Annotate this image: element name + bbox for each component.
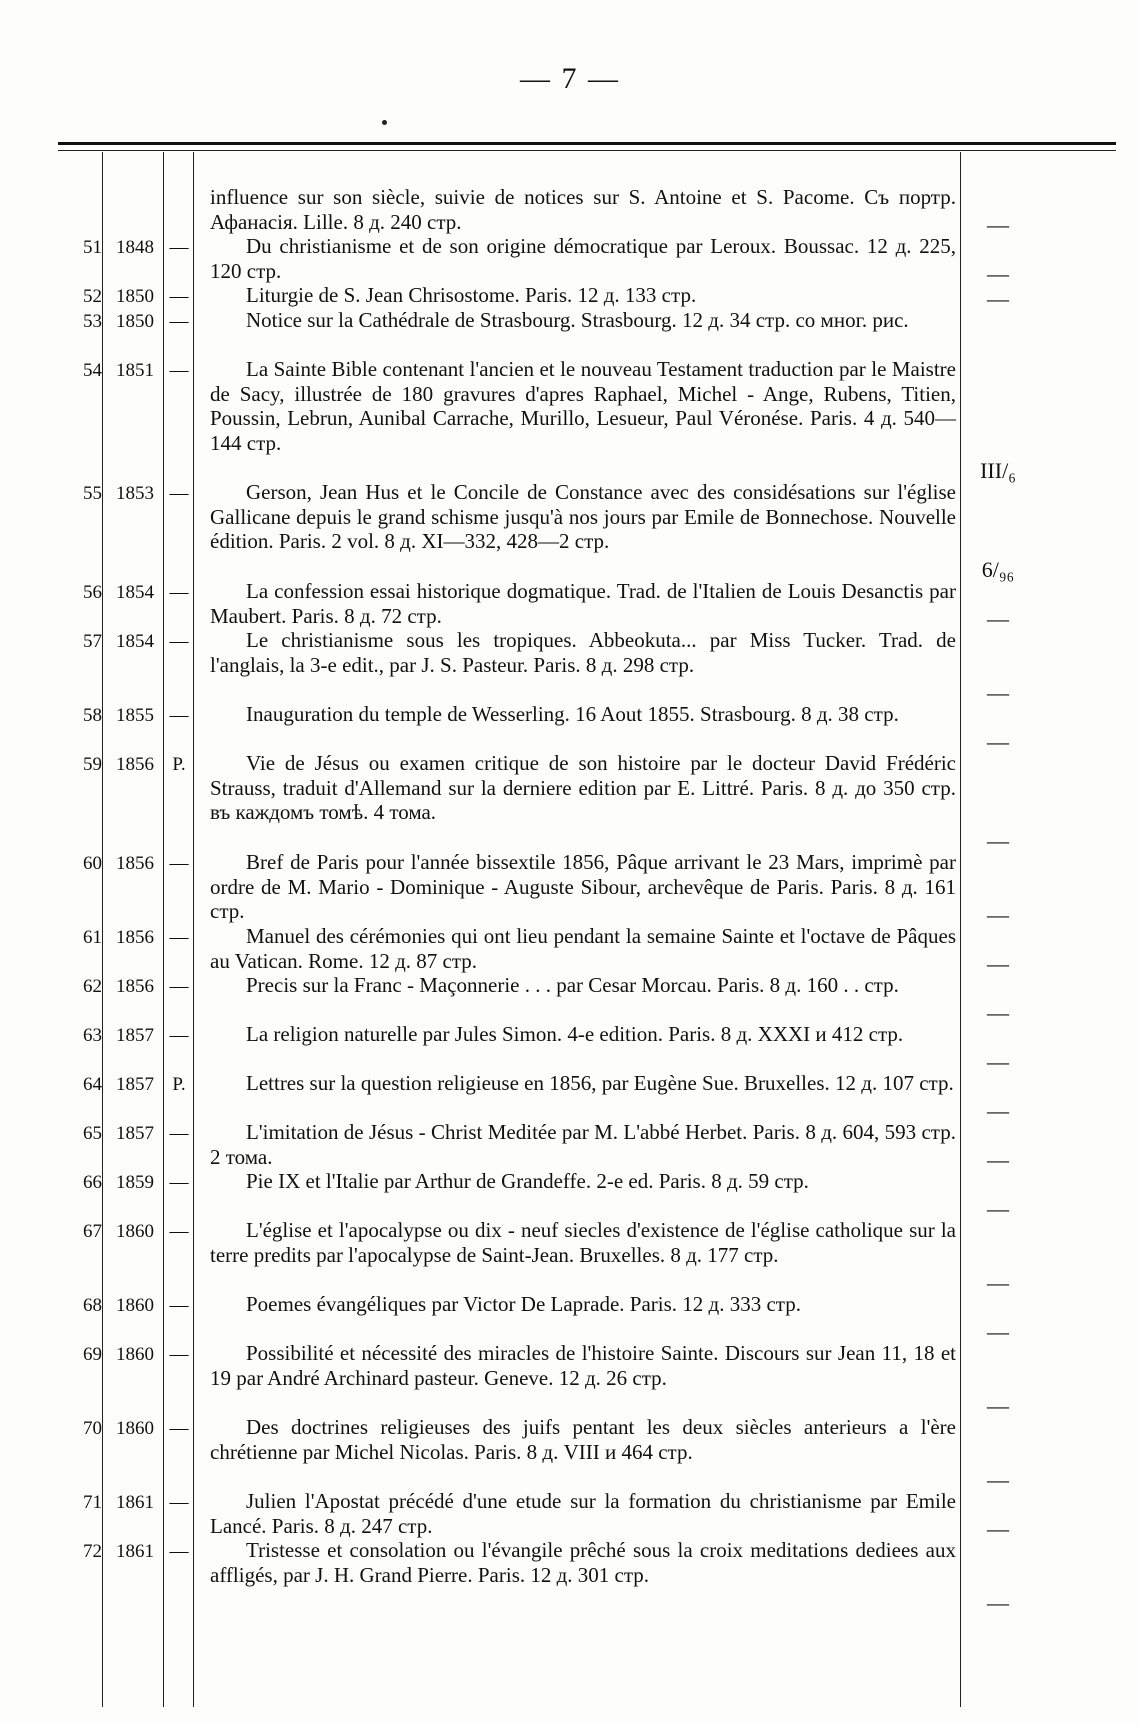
entry-right-note: —	[987, 212, 1009, 237]
entry-right-note: III/₆	[980, 458, 1016, 483]
entry-right-note: —	[987, 1467, 1009, 1492]
entry-number: 53	[83, 311, 102, 332]
entry-year: 1861	[116, 1541, 154, 1562]
entry-right-note: —	[987, 902, 1009, 927]
entry-right-note: —	[987, 1516, 1009, 1541]
entry-year: 1856	[116, 927, 154, 948]
entry-text: Vie de Jésus ou examen critique de son histoire par le docteur David Frédéric Strauss, traduit d'Allemand sur la derniere edition par E. Littré. Paris. 8 д. до 350 стр. въ каждомъ томѣ. 4 тома.	[210, 751, 956, 824]
header-rule-thick	[58, 142, 1116, 145]
entry-right-note: —	[987, 1049, 1009, 1074]
entry-text: Julien l'Apostat précédé d'une etude sur la formation du christianisme par Emile Lancé. Paris. 8 д. 247 стр.	[210, 1489, 956, 1538]
entry-mark: —	[169, 1172, 189, 1193]
entry-right-note: —	[987, 729, 1009, 754]
column-rule	[960, 152, 961, 1707]
entry-number: 71	[83, 1492, 102, 1513]
entry-text: Du christianisme et de son origine démocratique par Leroux. Boussac. 12 д. 225, 120 стр.	[210, 234, 956, 283]
printer-dot	[382, 120, 387, 125]
entry-number: 59	[83, 754, 102, 775]
entry-mark: —	[169, 927, 189, 948]
entry-mark: —	[169, 853, 189, 874]
entry-number: 60	[83, 853, 102, 874]
entry-number: 67	[83, 1221, 102, 1242]
entry-number: 51	[83, 237, 102, 258]
entry-right-note: —	[987, 951, 1009, 976]
entry-mark: —	[169, 311, 189, 332]
entry-text: Precis sur la Franc - Maçonnerie . . . par Cesar Morcau. Paris. 8 д. 160 . . стр.	[246, 973, 899, 997]
entry-right-note: —	[987, 1196, 1009, 1221]
entry-right-note: 6/₉₆	[981, 557, 1015, 582]
entry-number: 62	[83, 976, 102, 997]
entry-year: 1856	[116, 976, 154, 997]
entry-right-note: —	[987, 606, 1009, 631]
entry-number: 63	[83, 1025, 102, 1046]
entry-year: 1854	[116, 582, 154, 603]
entry-right-note: —	[987, 828, 1009, 853]
column-rule	[193, 152, 194, 1707]
entry-year: 1857	[116, 1123, 154, 1144]
entry-number: 69	[83, 1344, 102, 1365]
entry-mark: —	[169, 286, 189, 307]
entry-year: 1853	[116, 483, 154, 504]
entry-number: 66	[83, 1172, 102, 1193]
entry-text: Pie IX et l'Italie par Arthur de Grandeffe. 2-e ed. Paris. 8 д. 59 стр.	[246, 1169, 809, 1193]
entry-right-note: —	[987, 286, 1009, 311]
entry-year: 1860	[116, 1221, 154, 1242]
entry-year: 1855	[116, 705, 154, 726]
entry-mark: —	[169, 1541, 189, 1562]
entry-text: Le christianisme sous les tropiques. Abbeokuta... par Miss Tucker. Trad. de l'anglais, la 3-e edit., par J. S. Pasteur. Paris. 8 д. 298 стр.	[210, 628, 956, 677]
entry-number: 68	[83, 1295, 102, 1316]
entry-right-note: —	[987, 1319, 1009, 1344]
entry-year: 1860	[116, 1344, 154, 1365]
entry-year: 1850	[116, 311, 154, 332]
entry-mark: —	[169, 360, 189, 381]
entry-year: 1848	[116, 237, 154, 258]
entry-right-note: —	[987, 1000, 1009, 1025]
entry-year: 1854	[116, 631, 154, 652]
entry-text: Lettres sur la question religieuse en 1856, par Eugène Sue. Bruxelles. 12 д. 107 стр.	[246, 1071, 954, 1095]
entry-year: 1860	[116, 1295, 154, 1316]
entry-number: 70	[83, 1418, 102, 1439]
entry-mark: —	[169, 237, 189, 258]
entry-year: 1857	[116, 1074, 154, 1095]
entry-year: 1859	[116, 1172, 154, 1193]
entry-number: 61	[83, 927, 102, 948]
entry-mark: —	[169, 483, 189, 504]
entry-mark: —	[169, 582, 189, 603]
entry-right-note: —	[987, 261, 1009, 286]
header-rule-thin	[58, 150, 1116, 151]
entry-text: L'imitation de Jésus - Christ Meditée par M. L'abbé Herbet. Paris. 8 д. 604, 593 стр. 2 тома.	[210, 1120, 956, 1169]
entry-number: 65	[83, 1123, 102, 1144]
entry-year: 1856	[116, 853, 154, 874]
entry-mark: —	[169, 1492, 189, 1513]
entry-year: 1851	[116, 360, 154, 381]
entry-text: Des doctrines religieuses des juifs pentant les deux siècles anterieurs a l'ère chrétienne par Michel Nicolas. Paris. 8 д. VIII и 464 стр.	[210, 1415, 956, 1464]
entry-mark: P.	[172, 1074, 186, 1095]
entry-mark: —	[169, 976, 189, 997]
entry-right-note: —	[987, 1147, 1009, 1172]
entry-text: La religion naturelle par Jules Simon. 4-e edition. Paris. 8 д. XXXI и 412 стр.	[246, 1022, 904, 1046]
entry-right-note: —	[987, 1393, 1009, 1418]
entry-mark: —	[169, 1221, 189, 1242]
entry-number: 72	[83, 1541, 102, 1562]
entry-mark: P.	[172, 754, 186, 775]
entry-year: 1856	[116, 754, 154, 775]
entry-mark: —	[169, 705, 189, 726]
entry-number: 52	[83, 286, 102, 307]
entry-text: Tristesse et consolation ou l'évangile prêché sous la croix meditations dediees aux affligés, par J. H. Grand Pierre. Paris. 12 д. 301 стр.	[210, 1538, 956, 1587]
entry-year: 1850	[116, 286, 154, 307]
entry-text: Possibilité et nécessité des miracles de l'histoire Sainte. Discours sur Jean 11, 18 et 19 par André Archinard pasteur. Geneve. 12 д. 26 стр.	[210, 1341, 956, 1390]
entry-text: Bref de Paris pour l'année bissextile 1856, Pâque arrivant le 23 Mars, imprimè par ordre de M. Mario - Dominique - Auguste Sibour, archevêque de Paris. Paris. 8 д. 161 стр.	[210, 850, 956, 923]
entry-number: 58	[83, 705, 102, 726]
entry-text: La Sainte Bible contenant l'ancien et le nouveau Testament traduction par le Maistre de Sacy, illustrée de 180 gravures d'apres Raphael, Michel - Ange, Rubens, Titien, Poussin, Lebrun, Aunibal Carrache, Murillo, Lesueur, Paul Véronése. Paris. 4 д. 540—144 стр.	[210, 357, 956, 455]
column-rule	[102, 152, 103, 1707]
entry-number: 54	[83, 360, 102, 381]
entry-mark: —	[169, 1344, 189, 1365]
entry-text: La confession essai historique dogmatique. Trad. de l'Italien de Louis Desanctis par Maubert. Paris. 8 д. 72 стр.	[210, 579, 956, 628]
entry-mark: —	[169, 631, 189, 652]
entry-number: 56	[83, 582, 102, 603]
entry-mark: —	[169, 1123, 189, 1144]
entry-mark: —	[169, 1025, 189, 1046]
entry-right-note: —	[987, 1270, 1009, 1295]
entry-text: Gerson, Jean Hus et le Concile de Constance avec des considésations sur l'église Gallicane depuis le grand schisme jusqu'à nos jours par Emile de Bonnechose. Nouvelle édition. Paris. 2 vol. 8 д. XI—332, 428—2 стр.	[210, 480, 956, 553]
entry-text: L'église et l'apocalypse ou dix - neuf siecles d'existence de l'église catholique sur la terre predits par l'apocalypse de Saint-Jean. Bruxelles. 8 д. 177 стр.	[210, 1218, 956, 1267]
entry-mark: —	[169, 1418, 189, 1439]
entry-text: influence sur son siècle, suivie de notices sur S. Antoine et S. Pacome. Съ портр. Афанасія. Lille. 8 д. 240 стр.	[210, 185, 956, 234]
entry-text: Notice sur la Cathédrale de Strasbourg. Strasbourg. 12 д. 34 стр. со мног. рис.	[246, 308, 909, 332]
entry-year: 1861	[116, 1492, 154, 1513]
page-number: — 7 —	[520, 62, 620, 95]
entry-text: Inauguration du temple de Wesserling. 16 Aout 1855. Strasbourg. 8 д. 38 стр.	[246, 702, 899, 726]
entry-number: 64	[83, 1074, 102, 1095]
entry-number: 55	[83, 483, 102, 504]
entry-text: Poemes évangéliques par Victor De Laprade. Paris. 12 д. 333 стр.	[246, 1292, 801, 1316]
entry-right-note: —	[987, 680, 1009, 705]
entry-year: 1857	[116, 1025, 154, 1046]
entry-right-note: —	[987, 1590, 1009, 1615]
entry-number: 57	[83, 631, 102, 652]
entry-mark: —	[169, 1295, 189, 1316]
entry-year: 1860	[116, 1418, 154, 1439]
entry-text: Liturgie de S. Jean Chrisostome. Paris. 12 д. 133 стр.	[246, 283, 697, 307]
entry-right-note: —	[987, 1098, 1009, 1123]
entry-text: Manuel des cérémonies qui ont lieu pendant la semaine Sainte et l'octave de Pâques au Vatican. Rome. 12 д. 87 стр.	[210, 924, 956, 973]
